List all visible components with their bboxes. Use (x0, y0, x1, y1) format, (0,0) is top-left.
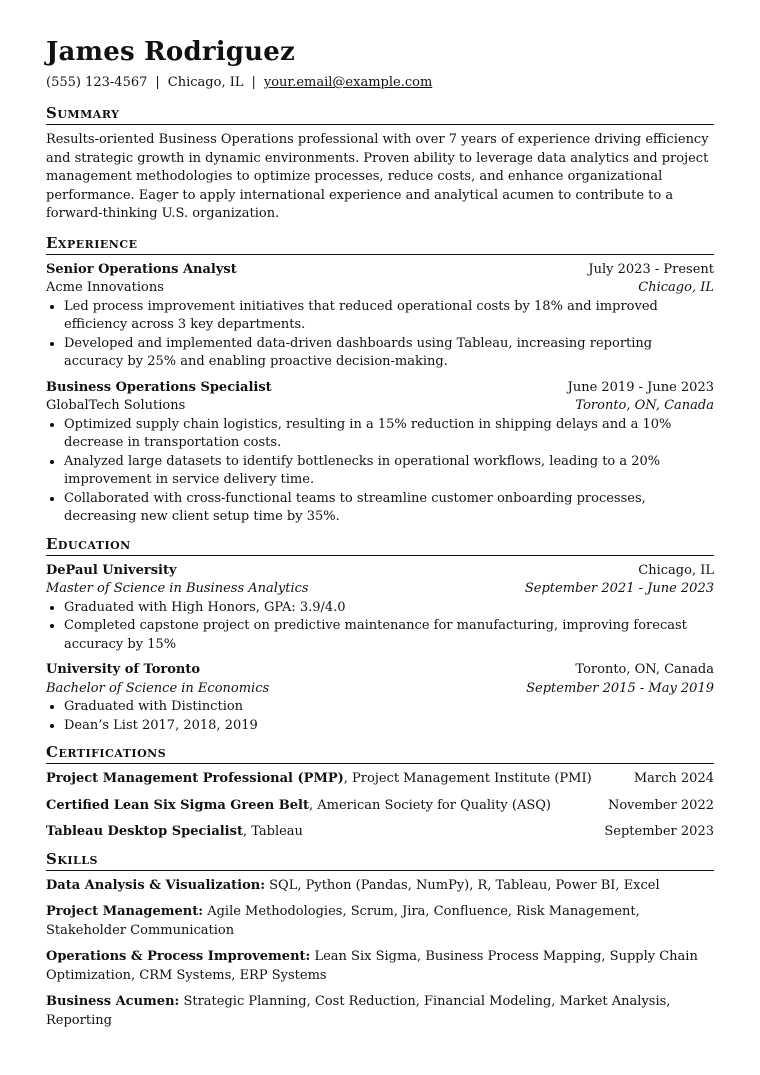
certification-name: Tableau Desktop Specialist (46, 824, 243, 839)
school-name: University of Toronto (46, 662, 201, 677)
school-location: Toronto, ON, Canada (575, 662, 714, 677)
skill-label: Data Analysis & Visualization: (46, 877, 266, 893)
skill-value: Agile Methodologies, Scrum, Jira, Confluence, Risk Management, Stakeholder Communication (46, 904, 640, 938)
job-role: Senior Operations Analyst (46, 261, 237, 277)
bullet-item: • Optimized supply chain logistics, resulting in a 15% reduction in shipping delays and a 10% decrease in transportation costs. (64, 416, 714, 453)
certification-date: September 2023 (604, 824, 714, 839)
job-dates: July 2023 - Present (588, 261, 714, 277)
experience-heading: Experience (46, 234, 714, 255)
certification-issuer: , Tableau (242, 824, 303, 839)
job-bullets (46, 416, 714, 527)
school-header (46, 562, 714, 581)
school-entry (46, 562, 714, 655)
job-location: Toronto, ON, Canada (575, 398, 714, 413)
experience-section (46, 261, 714, 527)
bullet-item: • Developed and implemented data-driven dashboards using Tableau, increasing reporting accuracy by 25% and enabling proactive decision-making. (64, 335, 714, 372)
school-location: Chicago, IL (638, 562, 714, 578)
job-header (46, 261, 714, 280)
certification-date: March 2024 (633, 771, 714, 786)
job-company: Acme Innovations (46, 280, 164, 295)
email-link[interactable]: your.email@example.com (263, 75, 433, 90)
school-dates: September 2015 - May 2019 (526, 680, 714, 696)
skill-item (46, 948, 714, 985)
skills-section (46, 877, 714, 1031)
school-header (46, 661, 714, 680)
certifications-section (46, 770, 714, 842)
skill-item (46, 903, 714, 940)
job-location: Chicago, IL (638, 280, 714, 295)
candidate-name: James Rodriguez (46, 37, 295, 67)
skill-item (46, 993, 714, 1030)
degree-name: Master of Science in Business Analytics (46, 581, 309, 596)
location: Chicago, IL (167, 75, 244, 90)
school-bullets (46, 698, 714, 735)
contact-line (46, 74, 714, 92)
job-company: GlobalTech Solutions (46, 398, 186, 413)
skill-label: Business Acumen: (46, 994, 180, 1009)
certification-item (46, 797, 714, 816)
education-heading: Education (46, 535, 714, 556)
bullet-item: • Graduated with High Honors, GPA: 3.9/4.0 (64, 599, 714, 618)
phone-number: (555) 123-4567 (46, 75, 148, 90)
school-dates: September 2021 - June 2023 (524, 581, 714, 596)
school-subheader (46, 680, 714, 699)
school-entry (46, 661, 714, 735)
skill-item (46, 877, 714, 896)
skill-value: SQL, Python (Pandas, NumPy), R, Tableau, Power BI, Excel (265, 877, 660, 893)
education-section (46, 562, 714, 736)
summary-text: Results-oriented Business Operations professional with over 7 years of experience driving efficiency and strategic growth in dynamic environments. Proven ability to leverage data analytics and project management methodologies to optimize processes, reduce costs, and enhance organizational performance. Eager to apply international experience and analytical acumen to contribute to a forward-thinking U.S. organization. (46, 132, 709, 221)
certification-issuer: , Project Management Institute (PMI) (343, 771, 592, 786)
job-header (46, 379, 714, 398)
job-entry (46, 261, 714, 372)
certification-name: Certified Lean Six Sigma Green Belt (46, 797, 309, 813)
job-entry (46, 379, 714, 527)
skill-value: Strategic Planning, Cost Reduction, Financial Modeling, Market Analysis, Reporting (46, 994, 671, 1028)
job-subheader (46, 397, 714, 416)
job-dates: June 2019 - June 2023 (567, 379, 714, 395)
certifications-heading: Certifications (46, 743, 714, 764)
bullet-item: • Collaborated with cross-functional teams to streamline customer onboarding processes, decreasing new client setup time by 35%. (64, 490, 714, 527)
bullet-item: • Dean’s List 2017, 2018, 2019 (64, 717, 714, 736)
skills-heading: Skills (46, 850, 714, 871)
skill-label: Operations & Process Improvement: (46, 949, 311, 964)
bullet-item: • Led process improvement initiatives that reduced operational costs by 18% and improved efficiency across 3 key departments. (64, 298, 714, 335)
school-subheader (46, 580, 714, 599)
certification-date: November 2022 (607, 797, 714, 813)
degree-name: Bachelor of Science in Economics (46, 680, 270, 696)
job-bullets (46, 298, 714, 372)
bullet-item: • Graduated with Distinction (64, 698, 714, 717)
job-subheader (46, 279, 714, 298)
job-role: Business Operations Specialist (46, 379, 272, 395)
contact-separator: | (155, 75, 160, 90)
certification-item (46, 770, 714, 789)
school-name: DePaul University (46, 562, 177, 578)
skill-label: Project Management: (46, 904, 204, 919)
certification-item (46, 823, 714, 842)
bullet-item: • Completed capstone project on predictive maintenance for manufacturing, improving forecast accuracy by 15% (64, 617, 714, 654)
certification-name: Project Management Professional (PMP) (46, 771, 344, 786)
certification-issuer: , American Society for Quality (ASQ) (308, 797, 551, 813)
contact-separator: | (251, 75, 256, 90)
school-bullets (46, 599, 714, 655)
skill-value: Lean Six Sigma, Business Process Mapping, Supply Chain Optimization, CRM Systems, ERP Systems (46, 949, 698, 983)
bullet-item: • Analyzed large datasets to identify bottlenecks in operational workflows, leading to a 20% improvement in service delivery time. (64, 453, 714, 490)
summary-heading: Summary (46, 104, 714, 125)
